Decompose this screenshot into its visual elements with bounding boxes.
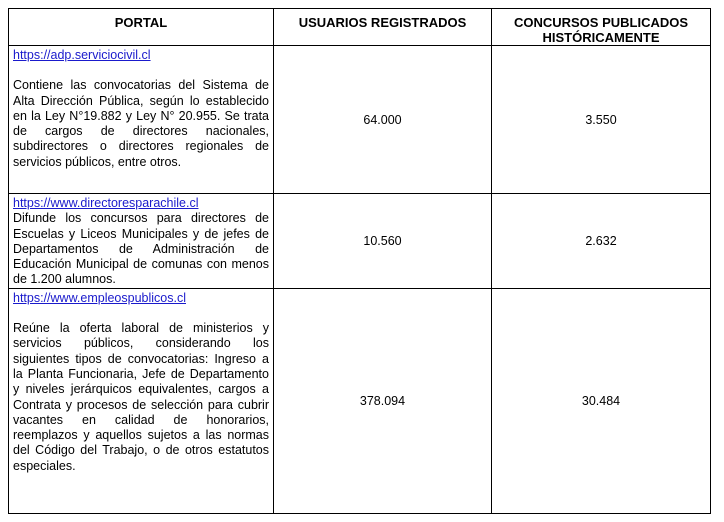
header-concursos-line2: HISTÓRICAMENTE: [542, 30, 660, 45]
header-concursos-line1: CONCURSOS PUBLICADOS: [513, 15, 689, 30]
concursos-value: 3.550: [492, 46, 711, 194]
portal-link-empleos[interactable]: https://www.empleospublicos.cl: [13, 290, 186, 305]
portal-cell: [9, 194, 274, 289]
concursos-value: 2.632: [492, 194, 711, 289]
table-row: [9, 288, 711, 513]
portal-description: Difunde los concursos para directores de Escuelas y Liceos Municipales y de jefes de Departamentos de Administración de Educación Municipal de comunas con menos de 1.200 alumnos.: [13, 211, 269, 287]
header-usuarios: [274, 9, 492, 46]
portal-description: Contiene las convocatorias del Sistema de Alta Dirección Pública, según lo establecido en la Ley N°19.882 y Ley N° 20.955. Se trata de cargos de directores nacionales, subdirectores o directores regionales de servicios públicos, entre otros.: [13, 78, 269, 169]
header-portal: [9, 9, 274, 46]
header-usuarios-label: USUARIOS REGISTRADOS: [298, 15, 467, 30]
portal-cell: [9, 46, 274, 194]
header-portal-label: PORTAL: [114, 15, 168, 30]
usuarios-value: 378.094: [274, 288, 492, 513]
portals-table: [8, 8, 711, 514]
concursos-value: 30.484: [492, 288, 711, 513]
header-concursos-label: [492, 9, 710, 45]
table-row: [9, 46, 711, 194]
portal-description: Reúne la oferta laboral de ministerios y servicios públicos, considerando los siguientes tipos de convocatorias: Ingreso a la Planta Funcionaria, Jefe de Departamento y niveles jerárquicos equivalentes, cargos a Contrata y procesos de selección para cubrir vacantes en calidad de honorarios, reemplazos y aquellos sujetos a las normas del Código del Trabajo, o de otros estatutos especiales.: [13, 321, 269, 473]
portal-link-directores[interactable]: https://www.directoresparachile.cl: [13, 196, 199, 210]
portal-link-adp[interactable]: https://adp.serviciocivil.cl: [13, 48, 151, 62]
portal-cell: [9, 288, 274, 513]
usuarios-value: 64.000: [274, 46, 492, 194]
header-concursos: [492, 9, 711, 46]
header-row: [9, 9, 711, 46]
usuarios-value: 10.560: [274, 194, 492, 289]
table-row: [9, 194, 711, 289]
